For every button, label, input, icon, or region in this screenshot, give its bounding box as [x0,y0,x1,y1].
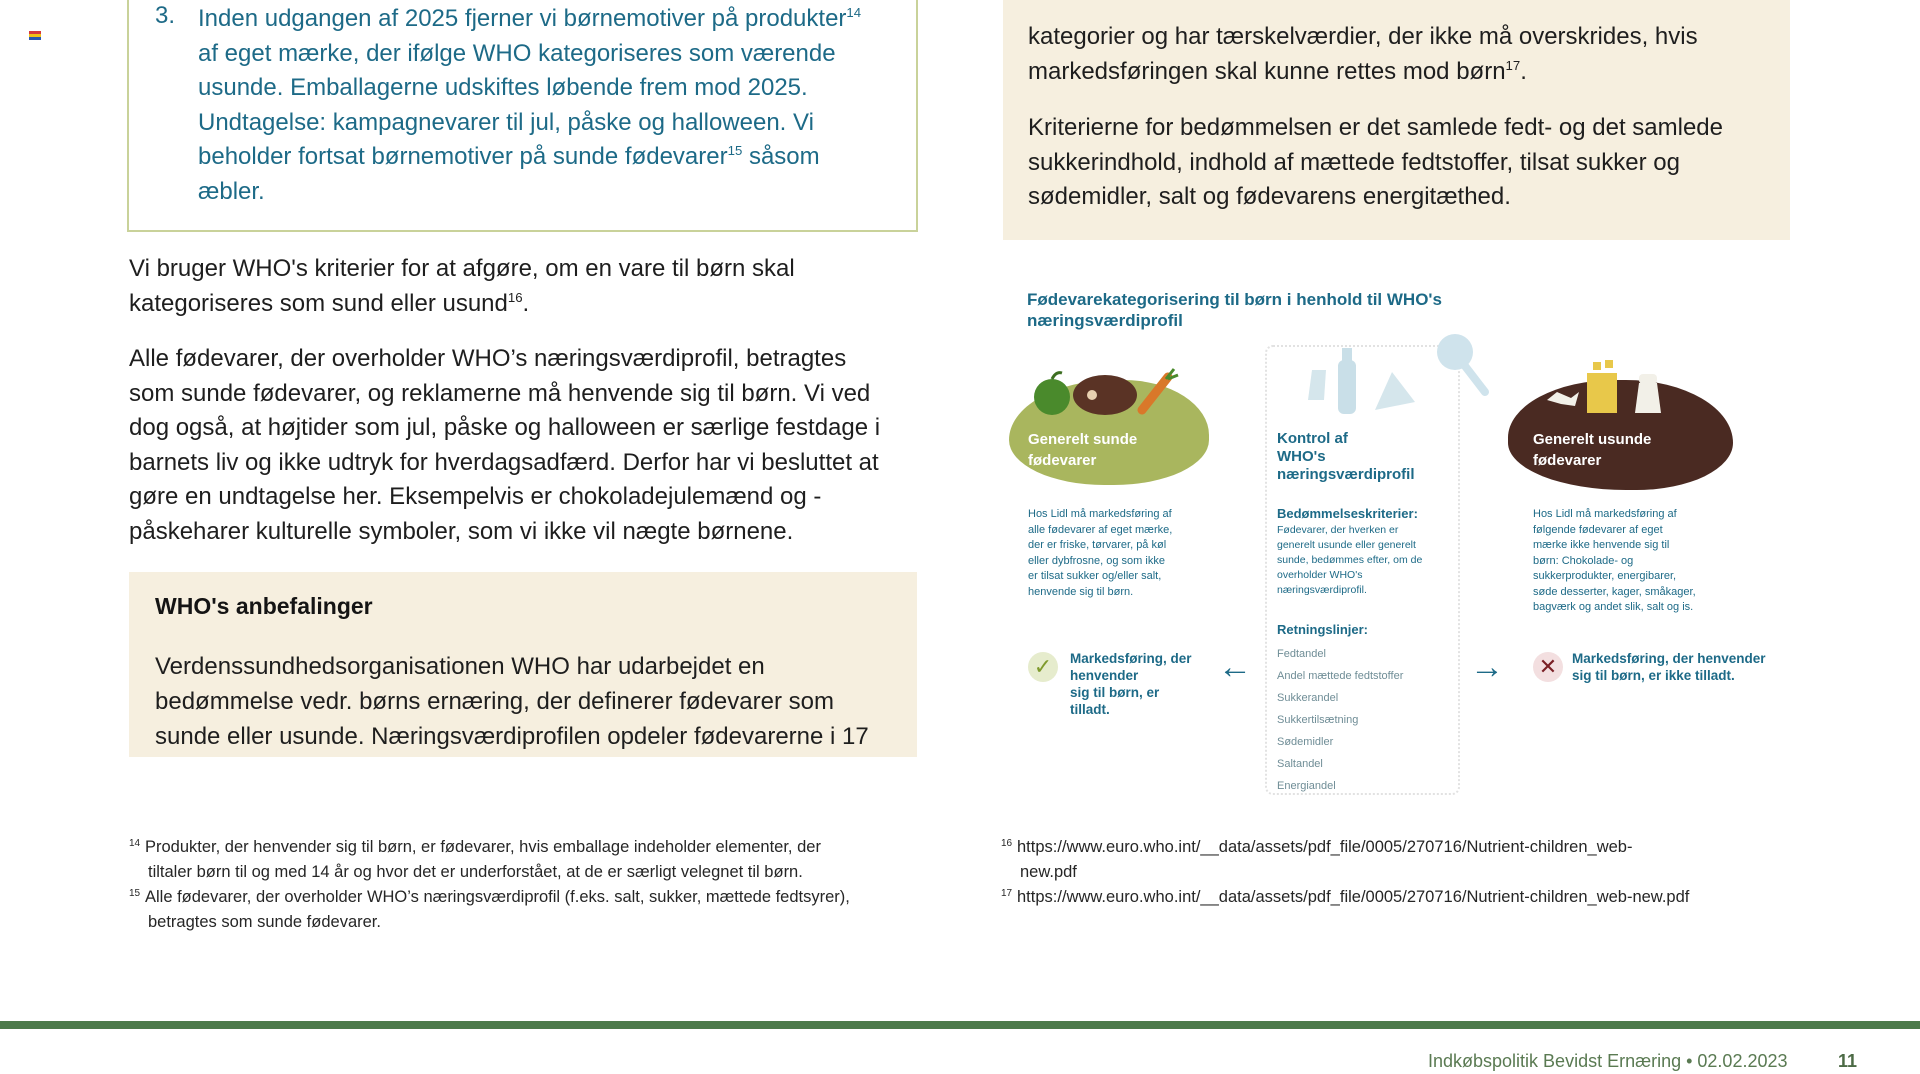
guidelines-heading: Retningslinjer: [1277,622,1369,637]
vegetables-icon [1030,365,1180,425]
paragraph-holidays: Alle fødevarer, der overholder WHO’s næringsværdiprofil, betragtes som sunde fødevarer, og reklamerne må henvende sig til børn. Vi ved dog også, at højtider som jul, påske og halloween er særlige festdage i barnets liv og ikke udtryk for hverdagsadfærd. Derfor har vi besluttet at gøre en undtagelse her. Eksempelvis er chokoladejulemænd og - påskeharer kulturelle symboler, som vi ikke vil nægte børnene. [129,345,881,545]
footnote-17[interactable]: 17 https://www.euro.who.int/__data/assets/pdf_file/0005/270716/Nutrient-children_web-new.pdf [1001,888,1690,906]
healthy-label: Generelt sunde fødevarer [1028,431,1138,469]
guidelines-list: Fedtandel Andel mættede fedtstoffer Sukkerandel Sukkertilsætning Sødemidler Saltandel Energiandel [1277,648,1404,792]
who-box-body: Verdenssundhedsorganisationen WHO har udarbejdet en bedømmelse vedr. børns ernæring, der definerer fødevarer som sunde eller usunde. Næringsværdiprofilen opdeler fødevarerne i 17 [155,653,869,750]
page-number: 11 [1838,1051,1858,1071]
control-label: Kontrol af WHO's næringsværdiprofil [1277,430,1415,483]
footnote-15: 15 Alle fødevarer, der overholder WHO’s næringsværdiprofil (f.eks. salt, sukker, mættede fedtsyrer), betragtes som sunde fødevarer. [129,888,850,931]
criteria-text: Kriterierne for bedømmelsen er det samlede fedt- og det samlede sukkerindhold, indhold af mættede fedtstoffer, tilsat sukker og sødemidler, salt og fødevarens energitæthed. [1028,114,1724,210]
criteria-block: Bedømmelseskriterier: Fødevarer, der hverken er generelt usunde eller generelt sunde, bedømmes efter, om de overholder WHO's næringsværdiprofil. [1277,506,1423,596]
item-3-box [127,0,918,232]
healthy-description: Hos Lidl må markedsføring af alle fødevarer af eget mærke, der er friske, tørvarer, på køl eller dybfrosne, og som ikke er tilsat sukker og/eller salt, henvende sig til børn. [1028,508,1173,598]
footer-text: Indkøbspolitik Bevidst Ernæring • 02.02.2023 [1428,1051,1788,1071]
who-box-heading: WHO's anbefalinger [155,593,373,619]
footnote-16[interactable]: 16 https://www.euro.who.int/__data/assets/pdf_file/0005/270716/Nutrient-children_web- new.pdf [1001,838,1633,881]
paragraph-who-criteria: Vi bruger WHO's kriterier for at afgøre, om en vare til børn skal kategoriseres som sund eller usund$^{16}$. [129,255,795,317]
check-icon: ✓ [1028,652,1058,682]
magnifier-and-drinks-icon [1300,330,1490,420]
footnotes-left [129,835,909,935]
arrow-right-icon: → [1470,648,1504,686]
infographic-title: Fødevarekategorisering til børn i henhold til WHO's næringsværdiprofil [1027,290,1442,330]
not-allowed-text: Markedsføring, der henvender sig til børn, er ikke tilladt. [1572,651,1766,683]
item-3-text: Inden udgangen af 2025 fjerner vi børnemotiver på produkter$^{14}$ af eget mærke, der ifølge WHO kategoriseres som værende usunde. Emballagerne udskiftes løbende frem mod 2025. Undtagelse: kampagnevarer til jul, påske og halloween. Vi beholder fortsat børnemotiver på sunde fødevarer$^{15}$ såsom æbler. [198,5,862,205]
unhealthy-description: Hos Lidl må markedsføring af følgende fødevarer af eget mærke ikke henvende sig til børn: Chokolade- og sukkerprodukter, energibarer, søde desserter, kager, småkager, bagværk og andet slik, salt og is. [1533,508,1696,613]
cross-icon: ✕ [1533,652,1563,682]
arrow-left-icon: ← [1218,648,1252,686]
who-continued-text: kategorier og har tærskelværdier, der ikke må overskrides, hvis markedsføringen skal kunne rettes mod børn$^{17}$. [1028,23,1698,85]
flag-icon [29,31,41,40]
footer-divider [0,1021,1920,1029]
item-number: 3. [155,2,176,29]
allowed-text: Markedsføring, der henvender sig til børn, er tilladt. [1070,651,1192,717]
footnotes-right [1001,835,1801,910]
unhealthy-label: Generelt usunde fødevarer [1533,431,1652,469]
sweets-icon [1535,358,1685,418]
footnote-14: 14 Produkter, der henvender sig til børn, er fødevarer, hvis emballage indeholder elementer, der tiltaler børn til og med 14 år og hvor det er underforstået, at de er særligt velegnet til børn. [129,838,821,881]
